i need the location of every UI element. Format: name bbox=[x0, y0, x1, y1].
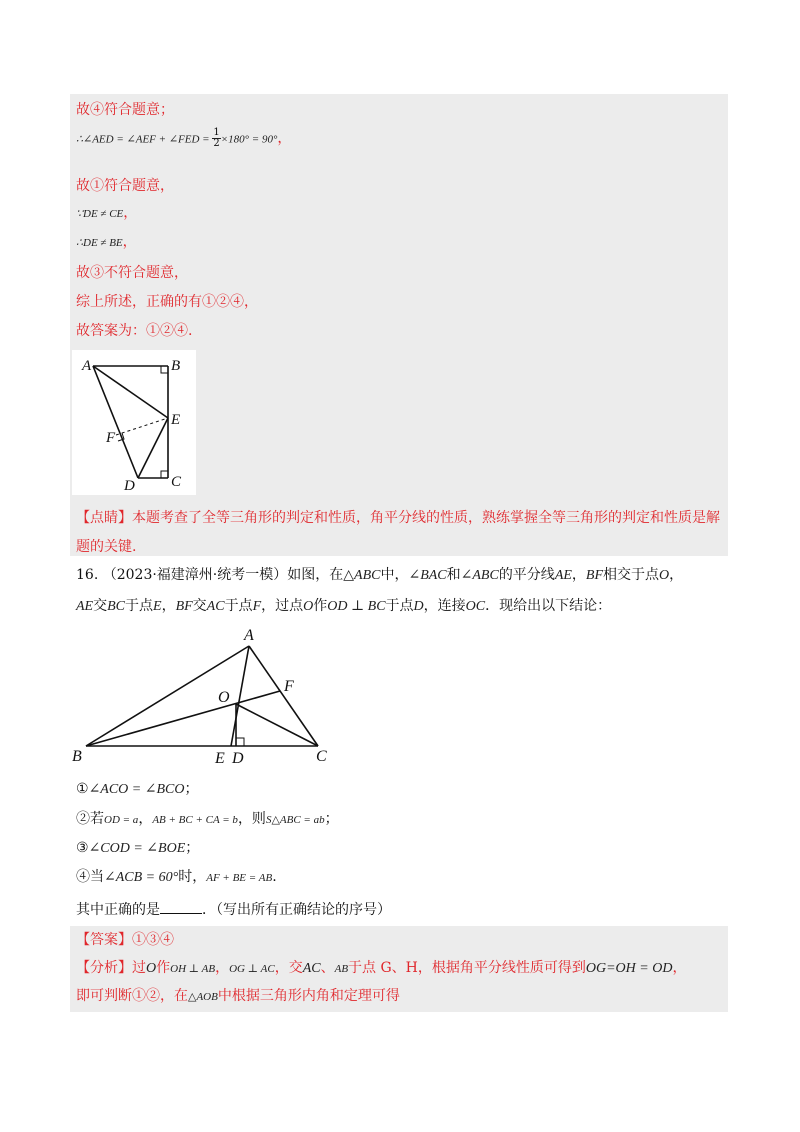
figure-triangle bbox=[66, 622, 346, 768]
label-a: A bbox=[82, 358, 92, 374]
solution-line-3: 故①符合题意， bbox=[76, 178, 174, 194]
figure-quadrilateral bbox=[72, 350, 196, 495]
solution-line-2: ∴∠AED = ∠AEF + ∠FED = $\frac{1}{2}$ ×180° = 90°， bbox=[76, 127, 292, 149]
conclusion-3: ③∠COD = ∠BOE； bbox=[76, 840, 200, 856]
label-f: F bbox=[284, 678, 294, 695]
problem-16-line-2: AE交BC于点E，BF交AC于点F，过点O作OD ⊥ BC于点D，连接OC．现给出以下结论： bbox=[76, 598, 612, 614]
analysis-line-1: 【分析】过O作OH ⊥ AB，OG ⊥ AC，交AC、AB于点 G、H，根据角平分线性质可得到OG=OH = OD， bbox=[76, 960, 687, 976]
label-b: B bbox=[171, 358, 181, 374]
conclusion-4: ④当∠ACB = 60°时，AF + BE = AB. bbox=[76, 869, 277, 885]
solution-line-4: ∵DE ≠ CE， bbox=[76, 205, 138, 221]
problem-16-line-1: 16. （2023·福建漳州·统考一模）如图，在△ABC中，∠BAC和∠ABC的平分线AE，BF相交于点O， bbox=[76, 567, 684, 583]
conclusion-1: ①∠ACO = ∠BCO； bbox=[76, 781, 199, 797]
label-d: D bbox=[232, 750, 244, 767]
solution-line-6: 故③不符合题意， bbox=[76, 265, 188, 281]
label-f: F bbox=[106, 430, 116, 446]
solution-line-5: ∴DE ≠ BE， bbox=[76, 234, 137, 250]
segment-bf bbox=[86, 691, 280, 746]
conclusion-2: ②若OD = a，AB + BC + CA = b，则S△ABC = ab； bbox=[76, 811, 339, 827]
comment-line-1: 【点睛】本题考查了全等三角形的判定和性质，角平分线的性质，熟练掌握全等三角形的判定和性质是解 bbox=[76, 510, 720, 526]
comment-line-2: 题的关键. bbox=[76, 539, 137, 555]
solution-line-7: 综上所述，正确的有①②④， bbox=[76, 294, 258, 310]
segment-ac bbox=[249, 646, 318, 746]
label-c: C bbox=[316, 748, 327, 765]
answer-blank bbox=[160, 899, 202, 914]
solution-line-8: 故答案为：①②④. bbox=[76, 323, 193, 339]
question-prompt: 其中正确的是 ．（写出所有正确结论的序号） bbox=[76, 899, 391, 920]
right-angle-d bbox=[236, 738, 244, 746]
label-d: D bbox=[124, 478, 135, 494]
solution-line-1: 故④符合题意； bbox=[76, 102, 174, 118]
analysis-line-2: 即可判断①②，在△AOB中根据三角形内角和定理可得 bbox=[76, 988, 400, 1004]
label-o: O bbox=[218, 689, 230, 706]
label-e: E bbox=[171, 412, 181, 428]
answer-line: 【答案】①③④ bbox=[76, 932, 174, 948]
segment-ae bbox=[231, 646, 249, 746]
label-b: B bbox=[72, 748, 82, 765]
label-e: E bbox=[215, 750, 225, 767]
label-a: A bbox=[244, 627, 254, 644]
segment-oc bbox=[236, 704, 318, 746]
label-c: C bbox=[171, 474, 182, 490]
